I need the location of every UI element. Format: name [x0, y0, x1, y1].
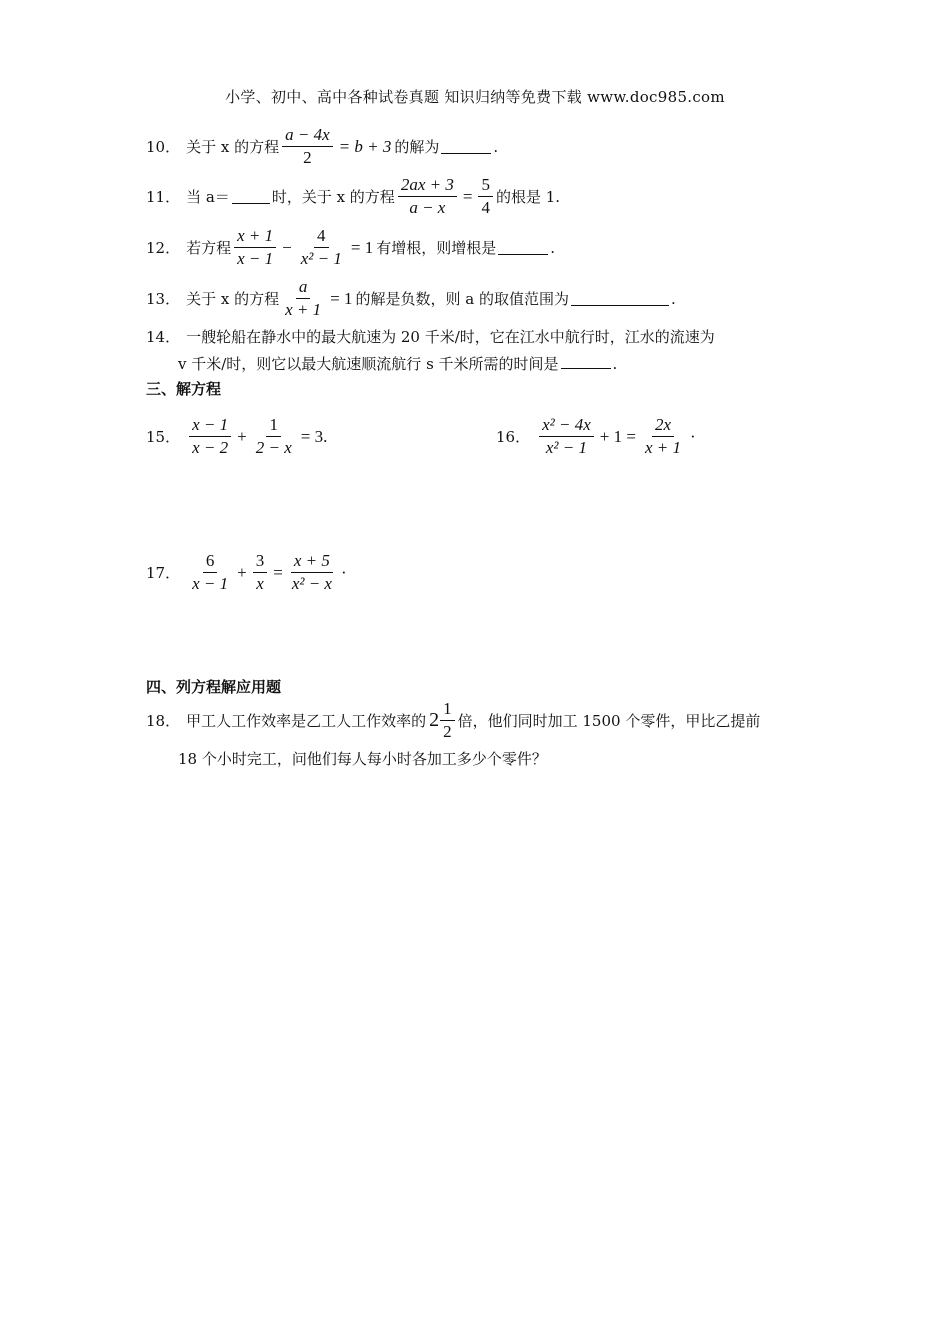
numerator: 4	[314, 225, 329, 248]
fraction	[440, 698, 455, 743]
question-text: 18 个小时完工，问他们每人每小时各加工多少个零件？	[178, 750, 547, 768]
fraction	[189, 550, 231, 595]
denominator: 4	[481, 198, 490, 217]
denominator: x + 1	[285, 300, 322, 319]
equation-rhs: = 3.	[300, 426, 328, 446]
question-11	[146, 174, 560, 219]
answer-blank[interactable]	[571, 291, 669, 306]
punctuation: ·	[689, 426, 696, 446]
question-text: 一艘轮船在静水中的最大航速为 20 千米/时，它在江水中航行时，江水的流速为	[186, 328, 715, 346]
question-number: 11．	[146, 188, 181, 206]
question-text: v 千米/时，则它以最大航速顺流航行 s 千米所需的时间是	[178, 355, 559, 373]
numerator: 2x	[652, 414, 674, 437]
fraction	[298, 225, 345, 270]
question-text: 的解是负数，则 a 的取值范围为	[355, 290, 569, 308]
answer-blank[interactable]	[441, 139, 491, 154]
answer-blank[interactable]	[232, 189, 270, 204]
fraction	[282, 276, 324, 321]
denominator: x + 1	[644, 438, 681, 457]
question-number: 18．	[146, 712, 181, 730]
plus-sign: +	[237, 426, 247, 446]
numerator: x − 1	[189, 414, 231, 437]
question-number: 13．	[146, 290, 181, 308]
punctuation: .	[550, 238, 555, 257]
punctuation: .	[612, 355, 618, 373]
fraction	[282, 124, 333, 169]
question-18	[146, 698, 760, 743]
denominator: 2 − x	[255, 438, 292, 457]
denominator: x² − 1	[545, 438, 587, 457]
question-text: 有增根，则增根是	[376, 239, 497, 257]
numerator: 6	[203, 550, 218, 573]
fraction	[253, 550, 268, 595]
numerator: 5	[478, 174, 493, 197]
question-17	[146, 550, 350, 595]
question-number: 10．	[146, 138, 181, 156]
fraction	[539, 414, 594, 459]
equation-middle: + 1 =	[599, 426, 636, 446]
question-16	[496, 414, 699, 459]
question-text: 当 a＝	[186, 188, 230, 206]
question-text: 若方程	[186, 239, 232, 257]
numerator: a	[296, 276, 311, 299]
plus-sign: +	[237, 562, 247, 582]
question-14-line2	[178, 353, 617, 374]
answer-blank[interactable]	[498, 240, 548, 255]
denominator: x² − x	[291, 574, 332, 593]
equation-rhs: = 1	[330, 288, 353, 308]
question-text: 关于 x 的方程	[186, 290, 280, 308]
question-13	[146, 276, 676, 321]
denominator: x − 1	[192, 574, 229, 593]
page-header: 小学、初中、高中各种试卷真题 知识归纳等免费下载 www.doc985.com	[225, 88, 725, 106]
fraction	[234, 225, 276, 270]
numerator: 1	[266, 414, 281, 437]
denominator: 2	[443, 722, 452, 741]
fraction	[478, 174, 493, 219]
question-12	[146, 225, 555, 270]
question-text: 时，关于 x 的方程	[271, 188, 395, 206]
denominator: a − x	[409, 198, 446, 217]
question-10	[146, 124, 498, 169]
numerator: 1	[440, 698, 455, 721]
equation-rhs: = 1	[350, 237, 374, 257]
section-heading: 四、列方程解应用题	[146, 678, 282, 696]
numerator: x + 5	[291, 550, 333, 573]
question-text: 甲工人工作效率是乙工人工作效率的	[186, 712, 427, 730]
numerator: x² − 4x	[539, 414, 594, 437]
question-text: 关于 x 的方程	[186, 138, 280, 156]
punctuation: ·	[340, 562, 347, 582]
question-text: 倍，他们同时加工 1500 个零件，甲比乙提前	[457, 712, 761, 730]
numerator: 3	[253, 550, 268, 573]
denominator: x	[256, 574, 264, 593]
equals-sign: =	[273, 562, 283, 582]
punctuation: .	[670, 289, 676, 308]
section-heading: 三、解方程	[146, 380, 222, 398]
question-text: 的根是 1.	[495, 188, 561, 206]
fraction	[189, 414, 231, 459]
question-number: 14．	[146, 328, 181, 346]
numerator: 2ax + 3	[398, 174, 457, 197]
question-number: 12．	[146, 239, 181, 257]
numerator: x + 1	[234, 225, 276, 248]
mixed-number-whole: 2	[429, 709, 440, 731]
punctuation: .	[493, 137, 499, 156]
question-number: 15．	[146, 428, 181, 446]
fraction	[289, 550, 335, 595]
question-text: 的解为	[394, 138, 440, 156]
fraction	[642, 414, 684, 459]
equation-rhs: = b + 3	[338, 136, 392, 156]
question-14	[146, 326, 715, 347]
denominator: x² − 1	[300, 249, 342, 268]
fraction	[253, 414, 295, 459]
equals-sign: =	[462, 186, 473, 206]
denominator: 2	[303, 148, 312, 167]
fraction	[398, 174, 457, 219]
answer-blank[interactable]	[561, 354, 611, 369]
question-number: 17．	[146, 564, 181, 582]
question-18-line2	[178, 748, 547, 769]
question-15	[146, 414, 330, 459]
minus-sign: −	[282, 237, 292, 257]
denominator: x − 1	[237, 249, 274, 268]
question-number: 16．	[496, 428, 531, 446]
numerator: a − 4x	[282, 124, 333, 147]
denominator: x − 2	[192, 438, 229, 457]
